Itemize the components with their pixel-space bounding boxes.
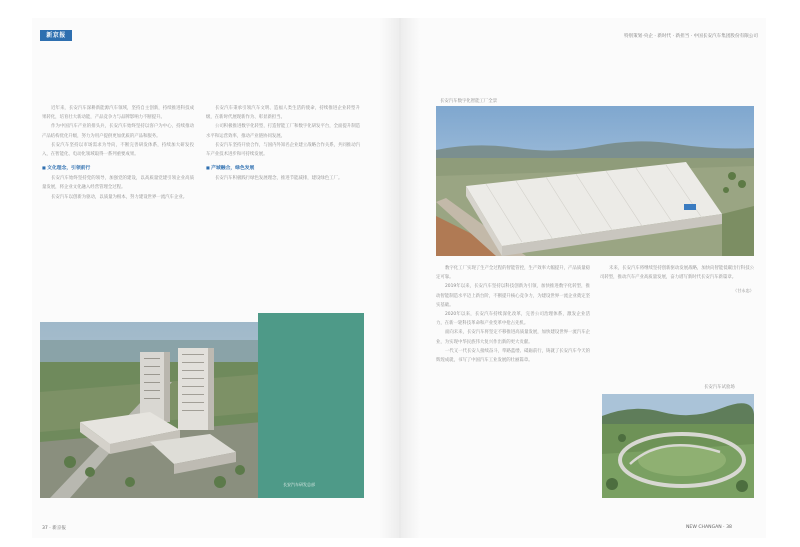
paragraph: 一代又一代长安人接续奋斗，筚路蓝缕、砥砺前行，铸就了长安汽车今天的辉煌成就，书写了中国汽车工业发展的壮丽篇章。	[436, 348, 590, 364]
left-column-2	[206, 104, 360, 183]
page-gutter	[380, 18, 420, 538]
paragraph: 公司积极推进数字化转型，打造智能工厂和数字化研发平台，全面提升制造水平和运营效率，推动产业链协同发展。	[206, 124, 360, 139]
running-head: 特别策划·央企 · 新时代 · 新担当 · 中国长安汽车集团股份有限公司	[623, 34, 758, 39]
paragraph: 长安汽车坚持以市场需求为导向，不断完善研发体系，持续加大研发投入，在智能化、电动化领域取得一系列重要成果。	[42, 142, 194, 158]
right-footer: NEW CHANGAN · 38	[686, 525, 732, 530]
paragraph: 面向未来，长安汽车将坚定不移推进高质量发展，加快建设世界一流汽车企业，为实现中华民族伟大复兴作出新的更大贡献。	[436, 330, 590, 345]
paragraph: 数字化工厂实现了生产全过程的智能管控，生产效率大幅提升，产品质量稳定可靠。	[436, 266, 590, 281]
paragraph: 作为中国汽车产业的排头兵，长安汽车始终坚持以客户为中心，持续推动产品结构优化升级，努力为用户提供更加优质的产品和服务。	[42, 124, 194, 139]
section-heading: ■ 文化理念，引领前行	[42, 163, 194, 174]
campus-aerial-illustration	[40, 322, 262, 498]
photo-caption: 长安汽车试验场	[704, 385, 735, 390]
paragraph: 2019年以来，长安汽车坚持以科技创新为引领，加快推进数字化转型，推动智能制造水平迈上新台阶，不断提升核心竞争力，为建设世界一流企业奠定坚实基础。	[436, 284, 590, 308]
factory-aerial-photo	[436, 106, 754, 256]
paragraph: 长安汽车积极践行绿色发展理念，推进节能减排，建设绿色工厂。	[215, 176, 343, 182]
paragraph: 2020年以来，长安汽车持续深化改革，完善公司治理体系，激发企业活力，在新一轮科技革命和产业变革中抢占先机。	[436, 312, 590, 327]
test-track-photo	[602, 394, 754, 498]
paragraph: 长安汽车坚持开放合作，与国内外知名企业建立战略合作关系，共同推动汽车产业技术进步和可持续发展。	[206, 142, 360, 158]
left-footer: 37 · 新京报	[42, 526, 67, 531]
campus-aerial-photo	[40, 322, 262, 498]
magazine-logo: 新京报	[40, 30, 72, 41]
paragraph: 近年来，长安汽车深耕新能源汽车领域，坚持自主创新，持续推进科技成果转化，培育壮大新动能，产品竞争力与品牌影响力不断提升。	[42, 106, 194, 121]
paragraph: 长安汽车秉承引领汽车文明、造福人类生活的使命，持续推进企业转型升级，在新时代展现新作为、彰显新担当。	[206, 106, 360, 121]
right-column-2	[600, 264, 754, 296]
author-signature: （甘永忠）	[733, 288, 754, 294]
factory-aerial-illustration	[436, 106, 754, 256]
right-column-1	[436, 264, 590, 365]
test-track-illustration	[602, 394, 754, 498]
photo-caption: 长安汽车数字化智能工厂全景	[440, 99, 498, 104]
photo-caption: 长安汽车研发总部	[283, 482, 315, 487]
section-heading: ■ 产城融合，绿色发展	[206, 163, 360, 174]
paragraph: 未来，长安汽车将继续坚持创新驱动发展战略，加快向智能低碳出行科技公司转型，推动汽车产业高质量发展，奋力谱写新时代长安汽车新篇章。	[600, 266, 754, 281]
paragraph: 长安汽车以创新为驱动，以质量为根本，努力建设世界一流汽车企业。	[51, 194, 188, 200]
paragraph: 长安汽车始终坚持党的领导，加强党的建设，以高质量党建引领企业高质量发展，将企业文化融入经营管理全过程。	[42, 176, 194, 191]
left-column-1	[42, 104, 194, 202]
teal-accent-block	[258, 313, 364, 498]
